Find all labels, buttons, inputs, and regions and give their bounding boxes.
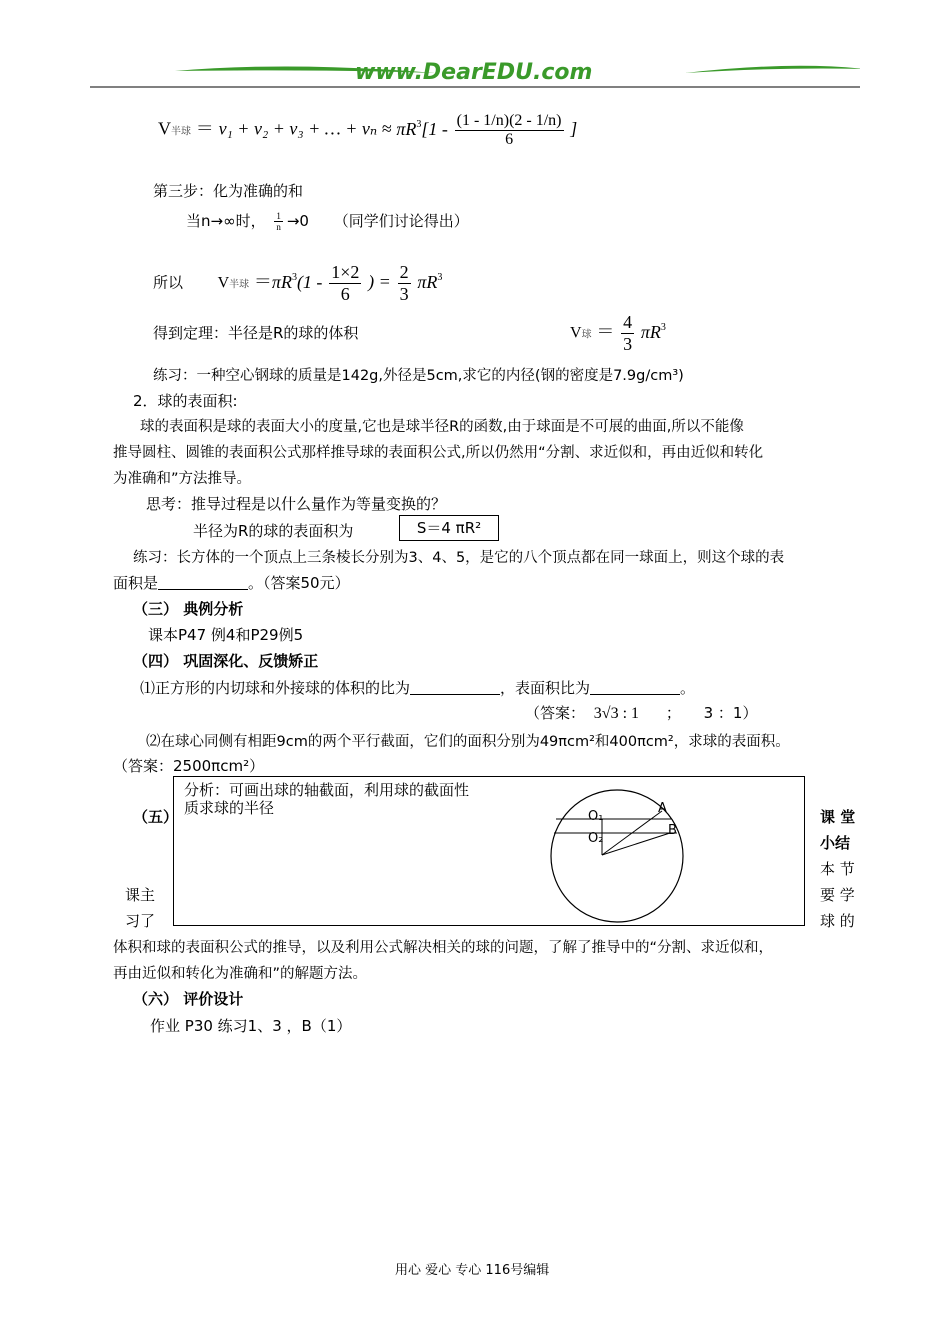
sum-terms: v₁ + v₂ + v₃ + … + vₙ ≈: [218, 118, 392, 139]
so-result-denominator: 3: [399, 284, 409, 304]
page-footer: 用心 爱心 专心 116号编辑: [395, 1263, 550, 1278]
summary-right-1: 课 堂: [820, 808, 856, 826]
section3-line: 课本P47 例4和P29例5: [148, 626, 304, 644]
q1-blank-1: [410, 680, 500, 695]
so-denominator: 6: [329, 283, 361, 305]
so-result-fraction: [398, 262, 411, 305]
label-a: A: [658, 801, 667, 816]
so-subscript: 半球: [229, 279, 250, 291]
label-o1: O₁: [588, 809, 604, 824]
homework-line: 作业 P30 练习1、3 ，B（1）: [150, 1017, 352, 1035]
q1-answer-a: （答案：: [525, 704, 586, 722]
summary-cont-1: 体积和球的表面积公式的推导，以及利用公式解决相关的球的问题，了解了推导中的“分割、求近似和，: [113, 940, 774, 956]
summary-right-3: 本 节: [820, 860, 855, 878]
v-symbol: V: [158, 118, 171, 139]
surface-para-3: 为准确和”方法推导。: [113, 471, 252, 487]
analysis-line-1: 分析：可画出球的轴截面，利用球的截面性: [184, 781, 470, 799]
q1-answer-c: 3 ：1）: [703, 704, 758, 722]
step3-title: 第三步：化为准确的和: [153, 182, 304, 200]
section4-heading: （四） 巩固深化、反馈矫正: [133, 652, 319, 670]
so-numerator: 1×2: [331, 262, 360, 282]
q1-answer-b: ；: [665, 704, 681, 722]
analysis-line-2: 质求球的半径: [184, 799, 275, 817]
theorem-numerator: 4: [623, 312, 633, 332]
q1-c: 。: [680, 679, 696, 697]
section6-heading: （六） 评价设计: [133, 990, 244, 1008]
logo-text: www.DearEDU.com: [355, 60, 593, 85]
q1-blank-2: [590, 680, 680, 695]
surface-formula-lead: 半径为R的球的表面积为: [193, 522, 354, 540]
summary-cont-2: 再由近似和转化为准确和”的解题方法。: [113, 966, 368, 982]
q1-a: ⑴正方形的内切球和外接球的体积的比为: [140, 679, 411, 697]
one-over-n: $\frac{1}{n}$: [276, 211, 281, 232]
surface-practice-2: [113, 572, 350, 593]
practice-1: 练习：一种空心钢球的质量是142g,外径是5cm,求它的内径(钢的密度是7.9g/cm³): [153, 368, 684, 384]
surface-heading: 2．球的表面积:: [133, 392, 238, 410]
q1-answer: （答案： 3√3 : 1 ； 3 ：1）: [525, 704, 758, 722]
q1-line: [140, 677, 695, 698]
hemisphere-volume-formula: V半球 ＝ v₁ + v₂ + v₃ + … + $v_n \approx \pi R^3[1$ - $\frac{(1 - 1/n)(2 - 1/n)}{6}$ ]: [158, 112, 578, 148]
limit-text: 当n→∞时，: [186, 212, 266, 230]
theorem-subscript: 球: [581, 329, 592, 341]
surface-para-1: 球的表面积是球的表面大小的度量,它也是球半径R的函数,由于球面是不可展的曲面,所以不能像: [140, 419, 744, 435]
summary-right-4: 要 学: [820, 886, 855, 904]
v-subscript: 半球: [171, 126, 191, 138]
label-o2: O₂: [588, 831, 604, 846]
summary-left-1: 课主: [125, 886, 156, 904]
so-result-numerator: 2: [399, 262, 409, 282]
theorem-text: 得到定理：半径是R的球的体积: [153, 324, 359, 342]
practice-2b: 。（答案50元）: [248, 574, 350, 592]
analysis-box: [173, 776, 805, 926]
q2-answer: （答案：2500πcm²）: [113, 757, 265, 775]
theorem-fraction: [621, 312, 634, 355]
think-question: 思考：推导过程是以什么量作为等量变换的？: [146, 495, 447, 513]
summary-right-5: 球 的: [820, 912, 855, 930]
surface-practice-1: 练习：长方体的一个顶点上三条棱长分别为3、4、5，是它的八个顶点都在同一球面上，则这个球的表: [133, 550, 785, 566]
so-formula: 所以 V半球 $=\pi R^3(1$ - $\frac{1\times 2}{6}$ ) = $\frac{2}{3}$ $\pi R^3$: [153, 262, 443, 304]
surface-para-2: 推导圆柱、圆锥的表面积公式那样推导球的表面积公式,所以仍然用“分割、求近似和，再由近似和转化: [113, 445, 764, 461]
limit-line: [186, 210, 469, 232]
so-label: 所以: [153, 273, 184, 292]
answer-blank: [158, 575, 248, 590]
theorem-denominator: 3: [623, 334, 633, 354]
theorem-formula: V球 ＝ $\frac{4}{3}$ $\pi R^3$: [570, 312, 666, 354]
limit-note: （同学们讨论得出）: [333, 212, 469, 230]
practice-2a: 面积是: [113, 574, 159, 592]
label-b: B: [668, 823, 677, 838]
sphere-cross-section-diagram: [544, 783, 694, 923]
q1-b: ，表面积比为: [500, 679, 591, 697]
q2-line: ⑵在球心同侧有相距9cm的两个平行截面，它们的面积分别为49πcm²和400πcm²，求球的表面积。: [146, 734, 790, 750]
summary-right-2: 小结: [820, 834, 851, 852]
so-fraction: [329, 262, 361, 305]
section5-label: （五）: [133, 808, 179, 826]
tail-denominator: 6: [455, 130, 564, 149]
tail-numerator: (1 - 1/n)(2 - 1/n): [456, 112, 562, 129]
tail-fraction: [455, 112, 564, 149]
summary-left-2: 习了: [125, 912, 156, 930]
section3-heading: （三） 典例分析: [133, 600, 244, 618]
surface-formula-box: S＝4 πR²: [399, 515, 499, 541]
limit-tail: →0: [286, 212, 309, 230]
